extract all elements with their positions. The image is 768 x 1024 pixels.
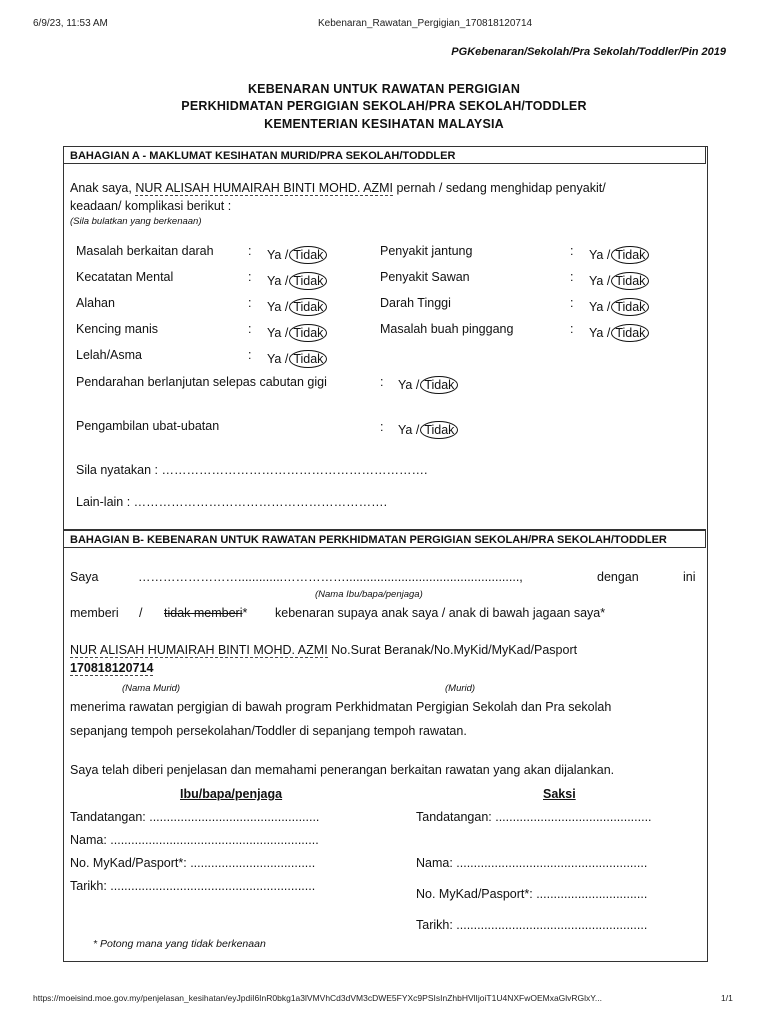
tidak-circled-option[interactable]: Tidak — [289, 324, 327, 342]
yes-no-choice[interactable] — [589, 272, 649, 290]
ya-option[interactable]: Ya / — [398, 423, 420, 437]
witness-signature-heading: Saksi — [543, 787, 576, 801]
tidak-circled-option[interactable]: Tidak — [289, 246, 327, 264]
dengan-word: dengan — [597, 570, 639, 584]
child-name-note: (Nama Murid) — [122, 683, 181, 694]
colon: : — [248, 244, 252, 258]
condition-label: Masalah berkaitan darah — [76, 244, 214, 258]
colon: : — [570, 270, 574, 284]
witness-name-field[interactable]: Nama: ....................................................... — [416, 856, 648, 870]
print-datetime: 6/9/23, 11:53 AM — [33, 18, 108, 29]
colon: : — [248, 348, 252, 362]
colon: : — [570, 296, 574, 310]
condition-label: Masalah buah pinggang — [380, 322, 514, 336]
intro-suffix: pernah / sedang menghidap penyakit/ — [396, 181, 606, 195]
yes-no-choice[interactable] — [267, 350, 327, 368]
tidak-circled-option[interactable]: Tidak — [289, 272, 327, 290]
colon: : — [248, 296, 252, 310]
intro-line-2: keadaan/ komplikasi berikut : — [70, 199, 232, 213]
tidak-circled-option[interactable]: Tidak — [289, 350, 327, 368]
slash: / — [139, 606, 143, 620]
ya-option[interactable]: Ya / — [267, 274, 289, 288]
tidak-circled-option[interactable]: Tidak — [611, 298, 649, 316]
condition-bleeding: Pendarahan berlanjutan selepas cabutan gigi — [76, 375, 327, 389]
print-page-number: 1/1 — [721, 993, 733, 1003]
yes-no-choice[interactable] — [398, 376, 458, 394]
saya-label: Saya — [70, 570, 99, 584]
ya-option[interactable]: Ya / — [398, 378, 420, 392]
child-name-a: NUR ALISAH HUMAIRAH BINTI MOHD. AZMI — [135, 181, 393, 195]
circle-instruction: (Sila bulatkan yang berkenaan) — [70, 216, 202, 227]
yes-no-choice[interactable] — [589, 246, 649, 264]
asterisk: * — [242, 606, 248, 620]
condition-medication: Pengambilan ubat-ubatan — [76, 419, 220, 433]
yes-no-choice[interactable] — [589, 298, 649, 316]
ya-option[interactable]: Ya / — [267, 326, 289, 340]
witness-signature-field[interactable]: Tandatangan: ............................................. — [416, 810, 652, 824]
child-name-b: NUR ALISAH HUMAIRAH BINTI MOHD. AZMI — [70, 643, 328, 657]
condition-label: Kecatatan Mental — [76, 270, 174, 284]
consent-text: kebenaran supaya anak saya / anak di bawah jagaan saya* — [275, 606, 606, 620]
condition-label: Penyakit jantung — [380, 244, 473, 258]
parent-name-field[interactable]: Nama: ............................................................ — [70, 833, 319, 847]
witness-date-field[interactable]: Tarikh: ....................................................... — [416, 918, 648, 932]
ya-option[interactable]: Ya / — [267, 352, 289, 366]
footnote: * Potong mana yang tidak berkenaan — [93, 938, 266, 950]
yes-no-choice[interactable] — [267, 324, 327, 342]
colon: : — [248, 322, 252, 336]
explanation-paragraph: Saya telah diberi penjelasan dan memahami penerangan berkaitan rawatan yang akan dijalankan. — [70, 763, 615, 777]
colon: : — [570, 244, 574, 258]
memberi-word[interactable]: memberi — [70, 606, 119, 620]
child-id-number: 170818120714 — [70, 661, 154, 675]
form-title-line-1: KEBENARAN UNTUK RAWATAN PERGIGIAN — [247, 82, 521, 96]
child-doc-line — [70, 643, 577, 657]
yes-no-choice[interactable] — [267, 298, 327, 316]
treatment-paragraph-2: sepanjang tempoh persekolahan/Toddler di sepanjang tempoh rawatan. — [70, 724, 467, 738]
form-reference-code: PGKebenaran/Sekolah/Pra Sekolah/Toddler/Pin 2019 — [451, 46, 726, 58]
tidak-circled-option[interactable]: Tidak — [289, 298, 327, 316]
tidak-memberi-text: tidak memberi — [164, 606, 243, 620]
ya-option[interactable]: Ya / — [589, 274, 611, 288]
form-title-line-2: PERKHIDMATAN PERGIGIAN SEKOLAH/PRA SEKOLAH/TODDLER — [181, 99, 587, 113]
print-url: https://moeisind.moe.gov.my/penjelasan_kesihatan/eyJpdiI6InR0bkg1a3lVMVhCd3dVM3cDWE5FYXc9PSIsInZhbHVlIjoiT1U4NXFwOEMxaGlvRGlxY... — [33, 993, 602, 1003]
colon: : — [380, 375, 384, 389]
intro-prefix: Anak saya, — [70, 181, 132, 195]
condition-label: Darah Tinggi — [380, 296, 451, 310]
lain-lain-field[interactable]: Lain-lain : ……………………………………………………. — [76, 495, 388, 509]
parent-name-field[interactable]: …………………….............…………….................................................., — [138, 570, 523, 584]
parent-name-note: (Nama Ibu/bapa/penjaga) — [315, 589, 423, 600]
colon: : — [380, 420, 384, 434]
condition-label: Penyakit Sawan — [380, 270, 470, 284]
section-b-heading: BAHAGIAN B- KEBENARAN UNTUK RAWATAN PERKHIDMATAN PERGIGIAN SEKOLAH/PRA SEKOLAH/TODDLER — [63, 530, 706, 548]
condition-label: Lelah/Asma — [76, 348, 143, 362]
parent-signature-heading: Ibu/bapa/penjaga — [180, 787, 283, 801]
form-title-line-3: KEMENTERIAN KESIHATAN MALAYSIA — [264, 117, 504, 131]
witness-mykad-field[interactable]: No. MyKad/Pasport*: ................................ — [416, 887, 648, 901]
ya-option[interactable]: Ya / — [589, 248, 611, 262]
tidak-memberi-struck[interactable] — [164, 606, 247, 620]
murid-note: (Murid) — [445, 683, 476, 694]
tidak-circled-option[interactable]: Tidak — [611, 324, 649, 342]
sila-nyatakan-field[interactable]: Sila nyatakan : ………………………………………………………. — [76, 463, 428, 477]
ini-word: ini — [683, 570, 696, 584]
ya-option[interactable]: Ya / — [267, 248, 289, 262]
tidak-circled-option[interactable]: Tidak — [420, 421, 458, 439]
parent-date-field[interactable]: Tarikh: ........................................................... — [70, 879, 316, 893]
treatment-paragraph-1: menerima rawatan pergigian di bawah program Perkhidmatan Pergigian Sekolah dan Pra sekolah — [70, 700, 612, 714]
tidak-circled-option[interactable]: Tidak — [420, 376, 458, 394]
tidak-circled-option[interactable]: Tidak — [611, 246, 649, 264]
ya-option[interactable]: Ya / — [589, 326, 611, 340]
yes-no-choice[interactable] — [267, 272, 327, 290]
condition-label: Kencing manis — [76, 322, 158, 336]
yes-no-choice[interactable] — [267, 246, 327, 264]
tidak-circled-option[interactable]: Tidak — [611, 272, 649, 290]
print-doc-title: Kebenaran_Rawatan_Pergigian_170818120714 — [318, 18, 533, 29]
section-a-intro — [70, 181, 606, 195]
ya-option[interactable]: Ya / — [589, 300, 611, 314]
yes-no-choice[interactable] — [398, 421, 458, 439]
colon: : — [248, 270, 252, 284]
document-type-label: No.Surat Beranak/No.MyKid/MyKad/Pasport — [331, 643, 578, 657]
section-a-heading: BAHAGIAN A - MAKLUMAT KESIHATAN MURID/PRA SEKOLAH/TODDLER — [63, 146, 706, 164]
yes-no-choice[interactable] — [589, 324, 649, 342]
parent-signature-field[interactable]: Tandatangan: ................................................. — [70, 810, 320, 824]
parent-mykad-field[interactable]: No. MyKad/Pasport*: .................................... — [70, 856, 316, 870]
colon: : — [570, 322, 574, 336]
ya-option[interactable]: Ya / — [267, 300, 289, 314]
condition-label: Alahan — [76, 296, 115, 310]
